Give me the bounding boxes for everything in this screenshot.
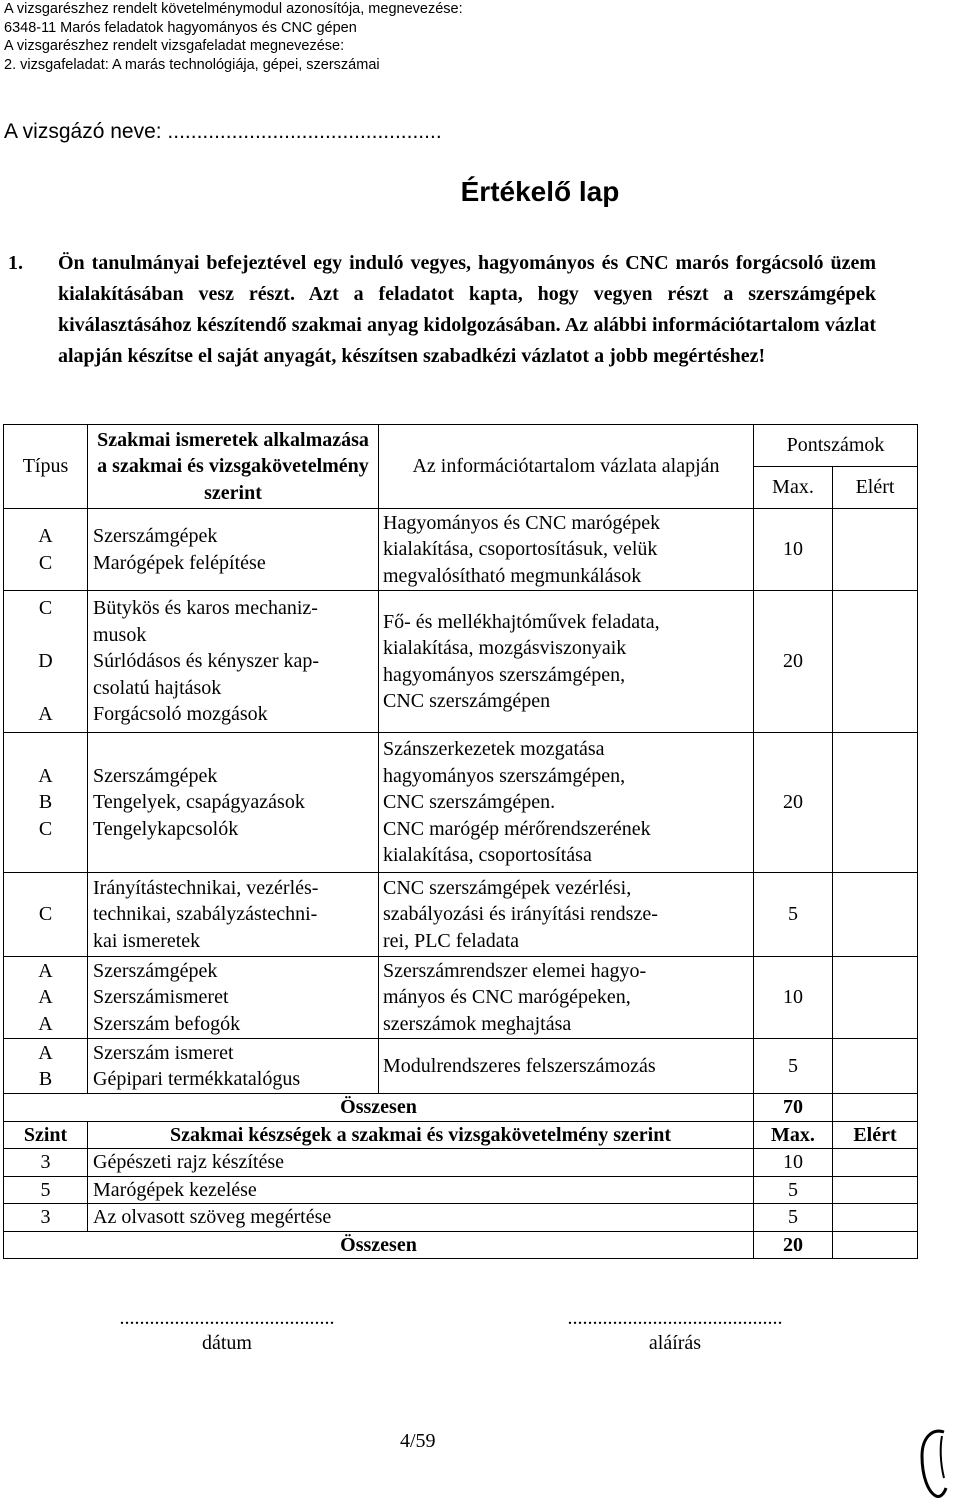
type-cell bbox=[4, 873, 88, 957]
total-achieved[interactable] bbox=[833, 1231, 918, 1259]
info-line: rei, PLC feladata bbox=[383, 929, 520, 952]
examinee-name-line: A vizsgázó neve: ............................................... bbox=[4, 120, 442, 143]
knowledge-cell bbox=[88, 1039, 379, 1094]
max-points: 10 bbox=[754, 957, 833, 1039]
type-code: A bbox=[38, 1012, 53, 1035]
achieved-points[interactable] bbox=[833, 1039, 918, 1094]
knowledge-line: Szerszámgépek bbox=[93, 764, 218, 787]
info-line: CNC szerszámgépen. bbox=[383, 791, 556, 814]
knowledge-line: Forgácsoló mozgások bbox=[93, 703, 268, 726]
skill-max: 10 bbox=[754, 1149, 833, 1177]
knowledge-line: Súrlódásos és kényszer kap- bbox=[93, 650, 320, 673]
type-code: C bbox=[38, 817, 53, 840]
header-max: Max. bbox=[754, 467, 833, 509]
header-line: A vizsgarészhez rendelt vizsgafeladat megnevezése: bbox=[4, 38, 345, 54]
skill-row bbox=[4, 1204, 918, 1232]
skill-name: Gépészeti rajz készítése bbox=[88, 1149, 754, 1177]
skill-row bbox=[4, 1176, 918, 1204]
task-description bbox=[8, 248, 876, 372]
knowledge-line: musok bbox=[93, 623, 147, 646]
type-code: A bbox=[38, 1041, 53, 1064]
knowledge-line: Szerszám befogók bbox=[93, 1012, 241, 1035]
type-cell bbox=[4, 591, 88, 733]
skill-max: 5 bbox=[754, 1176, 833, 1204]
header-type: Típus bbox=[4, 425, 88, 509]
total-row bbox=[4, 1094, 918, 1122]
info-line: Hagyományos és CNC marógépek bbox=[383, 511, 661, 534]
info-line: Fő- és mellékhajtóművek feladata, bbox=[383, 610, 660, 633]
skill-achieved[interactable] bbox=[833, 1204, 918, 1232]
type-cell bbox=[4, 509, 88, 591]
info-line: CNC szerszámgépen bbox=[383, 690, 551, 712]
skill-achieved[interactable] bbox=[833, 1176, 918, 1204]
info-line: szabályozási és irányítási rendsze- bbox=[383, 903, 658, 926]
max-points: 5 bbox=[754, 873, 833, 957]
header-line: 6348-11 Marós feladatok hagyományos és CNC gépen bbox=[4, 19, 357, 36]
total-achieved[interactable] bbox=[833, 1094, 918, 1122]
skill-name: Az olvasott szöveg megértése bbox=[88, 1204, 754, 1232]
skill-achieved[interactable] bbox=[833, 1149, 918, 1177]
type-code: D bbox=[38, 650, 53, 673]
info-cell bbox=[379, 733, 754, 873]
type-code bbox=[4, 622, 87, 649]
document-header bbox=[4, 0, 463, 74]
total-max: 20 bbox=[754, 1231, 833, 1259]
skill-level: 5 bbox=[4, 1176, 88, 1204]
page-number: 4/59 bbox=[400, 1430, 436, 1452]
knowledge-line: Bütykös és karos mechaniz- bbox=[93, 597, 318, 620]
signature-label: aláírás bbox=[648, 1332, 702, 1354]
max-points: 5 bbox=[754, 1039, 833, 1094]
date-label: dátum bbox=[202, 1332, 252, 1354]
total-row bbox=[4, 1231, 918, 1259]
knowledge-cell bbox=[88, 509, 379, 591]
date-dots: ........................................... bbox=[119, 1307, 335, 1329]
achieved-points[interactable] bbox=[833, 957, 918, 1039]
info-line: megvalósítható megmunkálások bbox=[383, 564, 642, 587]
knowledge-line: Marógépek felépítése bbox=[93, 551, 266, 574]
type-code: A bbox=[38, 764, 53, 787]
table-row bbox=[4, 591, 918, 733]
logo-icon bbox=[914, 1422, 954, 1507]
knowledge-line: kai ismeretek bbox=[93, 929, 201, 952]
info-cell bbox=[379, 1039, 754, 1094]
knowledge-line: Gépipari termékkatalógus bbox=[93, 1068, 301, 1090]
task-number: 1. bbox=[8, 252, 23, 274]
max-points: 20 bbox=[754, 733, 833, 873]
header-skills: Szakmai készségek a szakmai és vizsgakövetelmény szerint bbox=[88, 1121, 754, 1149]
type-code: B bbox=[38, 791, 53, 814]
header-line: 2. vizsgafeladat: A marás technológiája, gépei, szerszámai bbox=[4, 56, 380, 73]
type-code: A bbox=[38, 959, 53, 982]
info-line: hagyományos szerszámgépen, bbox=[383, 764, 626, 787]
max-points: 10 bbox=[754, 509, 833, 591]
signature-dots: ........................................... bbox=[567, 1307, 783, 1329]
skills-header-row bbox=[4, 1121, 918, 1149]
total-label: Összesen bbox=[4, 1094, 754, 1122]
info-line: Modulrendszeres felszerszámozás bbox=[383, 1054, 656, 1077]
header-achieved: Elért bbox=[833, 1121, 918, 1149]
knowledge-cell bbox=[88, 591, 379, 733]
achieved-points[interactable] bbox=[833, 509, 918, 591]
table-row bbox=[4, 509, 918, 591]
knowledge-cell bbox=[88, 733, 379, 873]
type-code: A bbox=[38, 986, 53, 1009]
info-line: Szánszerkezetek mozgatása bbox=[383, 738, 605, 761]
header-level: Szint bbox=[4, 1121, 88, 1149]
info-line: CNC marógép mérőrendszerének bbox=[383, 817, 651, 840]
info-line: hagyományos szerszámgépen, bbox=[383, 663, 626, 686]
info-line: Szerszámrendszer elemei hagyo- bbox=[383, 959, 647, 982]
knowledge-line: Szerszámgépek bbox=[93, 525, 218, 547]
table-row bbox=[4, 733, 918, 873]
knowledge-line: Tengelykapcsolók bbox=[93, 817, 239, 840]
knowledge-line: technikai, szabályzástechni- bbox=[93, 903, 318, 926]
skill-row bbox=[4, 1149, 918, 1177]
info-line: kialakítása, mozgásviszonyaik bbox=[383, 637, 627, 659]
type-code: A bbox=[38, 525, 53, 547]
header-points: Pontszámok bbox=[754, 425, 918, 467]
info-line: kialakítása, csoportosításuk, velük bbox=[383, 538, 658, 561]
type-code: C bbox=[38, 551, 53, 574]
total-label: Összesen bbox=[4, 1231, 754, 1259]
info-cell bbox=[379, 873, 754, 957]
type-cell bbox=[4, 1039, 88, 1094]
achieved-points[interactable] bbox=[833, 733, 918, 873]
info-cell bbox=[379, 509, 754, 591]
type-cell bbox=[4, 957, 88, 1039]
achieved-points[interactable] bbox=[833, 873, 918, 957]
info-line: kialakítása, csoportosítása bbox=[383, 844, 592, 867]
signature-field bbox=[540, 1306, 810, 1356]
type-code: A bbox=[38, 703, 53, 726]
page-title: Értékelő lap bbox=[460, 176, 620, 207]
knowledge-line: Szerszámismeret bbox=[93, 986, 229, 1009]
header-achieved: Elért bbox=[833, 467, 918, 509]
knowledge-line: csolatú hajtások bbox=[93, 676, 222, 699]
skill-level: 3 bbox=[4, 1149, 88, 1177]
type-code bbox=[4, 675, 87, 702]
knowledge-cell bbox=[88, 873, 379, 957]
header-info: Az információtartalom vázlata alapján bbox=[379, 425, 754, 509]
skill-name: Marógépek kezelése bbox=[88, 1176, 754, 1204]
table-row bbox=[4, 873, 918, 957]
knowledge-line: Szerszám ismeret bbox=[93, 1041, 234, 1064]
info-line: szerszámok meghajtása bbox=[383, 1012, 572, 1035]
info-cell bbox=[379, 591, 754, 733]
type-cell bbox=[4, 733, 88, 873]
total-max: 70 bbox=[754, 1094, 833, 1122]
task-text: Ön tanulmányai befejeztével egy induló vegyes, hagyományos és CNC marós forgácsoló üzem kialakításában vesz részt. Azt a feladatot kapta, hogy vegyen részt a szerszámgépek kiválasztásához készítendő szakmai anyag kidolgozásában. Az alábbi információtartalom vázlat alapján készítse el saját anyagát, készítsen szabadkézi vázlatot a jobb megértéshez! bbox=[58, 252, 876, 367]
skill-max: 5 bbox=[754, 1204, 833, 1232]
evaluation-table bbox=[3, 424, 918, 1259]
header-knowledge: Szakmai ismeretek alkalmazása a szakmai és vizsgakövetelmény szerint bbox=[88, 425, 379, 509]
knowledge-line: Irányítástechnikai, vezérlés- bbox=[93, 876, 319, 899]
header-max: Max. bbox=[754, 1121, 833, 1149]
knowledge-line: Tengelyek, csapágyazások bbox=[93, 791, 305, 814]
info-line: CNC szerszámgépek vezérlési, bbox=[383, 876, 632, 899]
date-signature bbox=[92, 1306, 362, 1356]
max-points: 20 bbox=[754, 591, 833, 733]
info-cell bbox=[379, 957, 754, 1039]
achieved-points[interactable] bbox=[833, 591, 918, 733]
knowledge-line: Szerszámgépek bbox=[93, 959, 218, 982]
skill-level: 3 bbox=[4, 1204, 88, 1232]
table-row bbox=[4, 1039, 918, 1094]
type-code: B bbox=[38, 1068, 53, 1090]
info-line: mányos és CNC marógépeken, bbox=[383, 986, 631, 1009]
header-line: A vizsgarészhez rendelt követelménymodul azonosítója, megnevezése: bbox=[4, 1, 463, 17]
knowledge-cell bbox=[88, 957, 379, 1039]
type-code: C bbox=[38, 597, 53, 620]
type-code: C bbox=[38, 903, 53, 926]
table-row bbox=[4, 957, 918, 1039]
